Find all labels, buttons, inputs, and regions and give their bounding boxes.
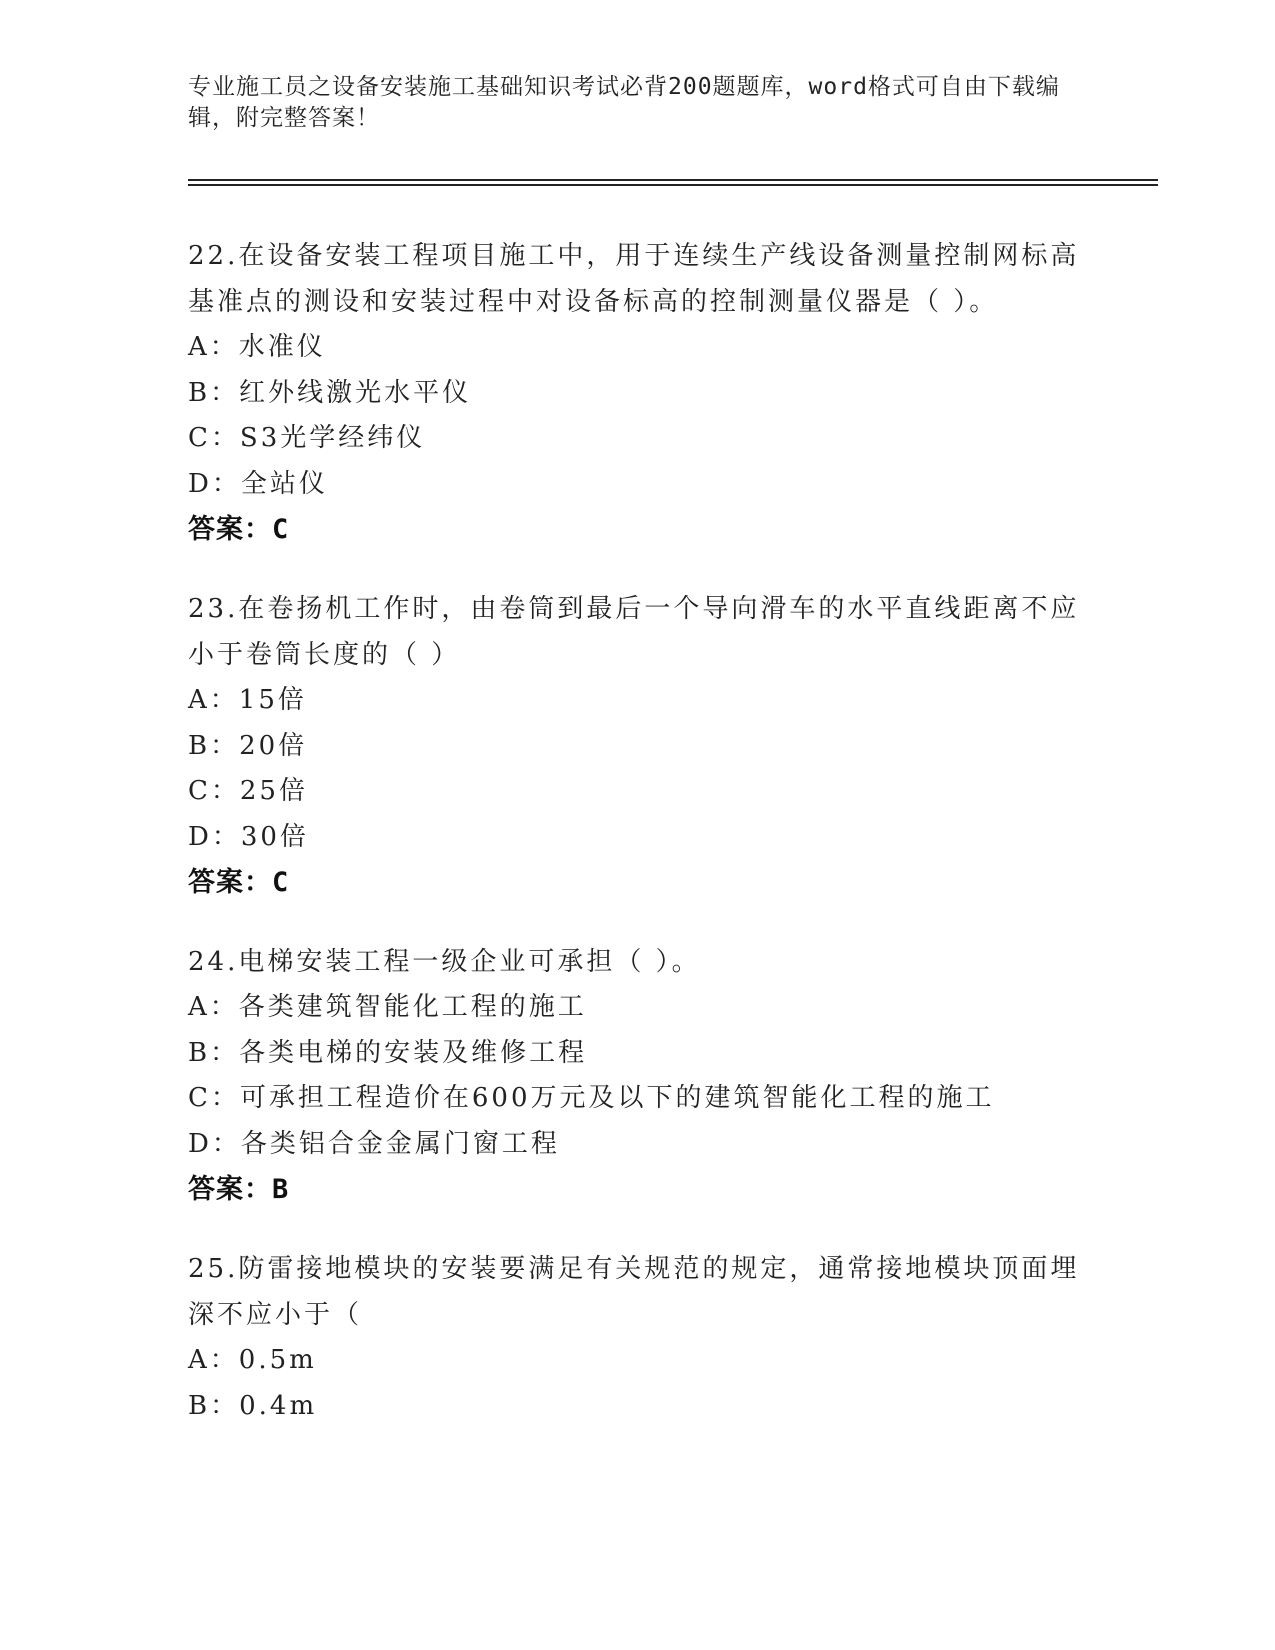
header-divider-bottom (188, 184, 1158, 186)
option-c: C：可承担工程造价在600万元及以下的建筑智能化工程的施工 (188, 1083, 995, 1113)
question-stem: 22.在设备安装工程项目施工中，用于连续生产线设备测量控制网标高基准点的测设和安装过程中对设备标高的控制测量仪器是（ ）。 (188, 241, 1080, 317)
option-b: B：红外线激光水平仪 (188, 377, 472, 408)
option-d: D：各类铝合金金属门窗工程 (188, 1128, 560, 1159)
question-stem: 25.防雷接地模块的安装要满足有关规范的规定，通常接地模块顶面埋深不应小于（ (188, 1254, 1080, 1330)
option-b: B：各类电梯的安装及维修工程 (188, 1037, 588, 1068)
option-d: D：全站仪 (188, 468, 328, 499)
option-b: B：0.4m (188, 1390, 318, 1421)
question-22 (188, 233, 1088, 553)
question-25 (188, 1246, 1088, 1429)
answer: 答案：B (188, 1174, 290, 1205)
option-a: A：水准仪 (188, 332, 326, 362)
option-b: B：20倍 (188, 730, 308, 761)
option-d: D：30倍 (188, 821, 309, 852)
answer: 答案：C (188, 514, 290, 545)
answer: 答案：C (188, 867, 290, 898)
option-c: C：S3光学经纬仪 (188, 423, 426, 453)
question-stem: 23.在卷扬机工作时，由卷筒到最后一个导向滑车的水平直线距离不应小于卷筒长度的（ ） (188, 594, 1080, 670)
document-header: 专业施工员之设备安装施工基础知识考试必背200题题库，word格式可自由下载编辑，附完整答案！ (188, 74, 1060, 131)
option-a: A：各类建筑智能化工程的施工 (188, 992, 587, 1022)
option-a: A：0.5m (188, 1345, 317, 1375)
question-stem: 24.电梯安装工程一级企业可承担（ ）。 (188, 947, 701, 977)
question-24 (188, 939, 1088, 1213)
question-23 (188, 586, 1088, 906)
question-list (188, 233, 1088, 1462)
option-c: C：25倍 (188, 776, 308, 806)
header-divider-top (188, 179, 1158, 181)
option-a: A：15倍 (188, 685, 307, 715)
